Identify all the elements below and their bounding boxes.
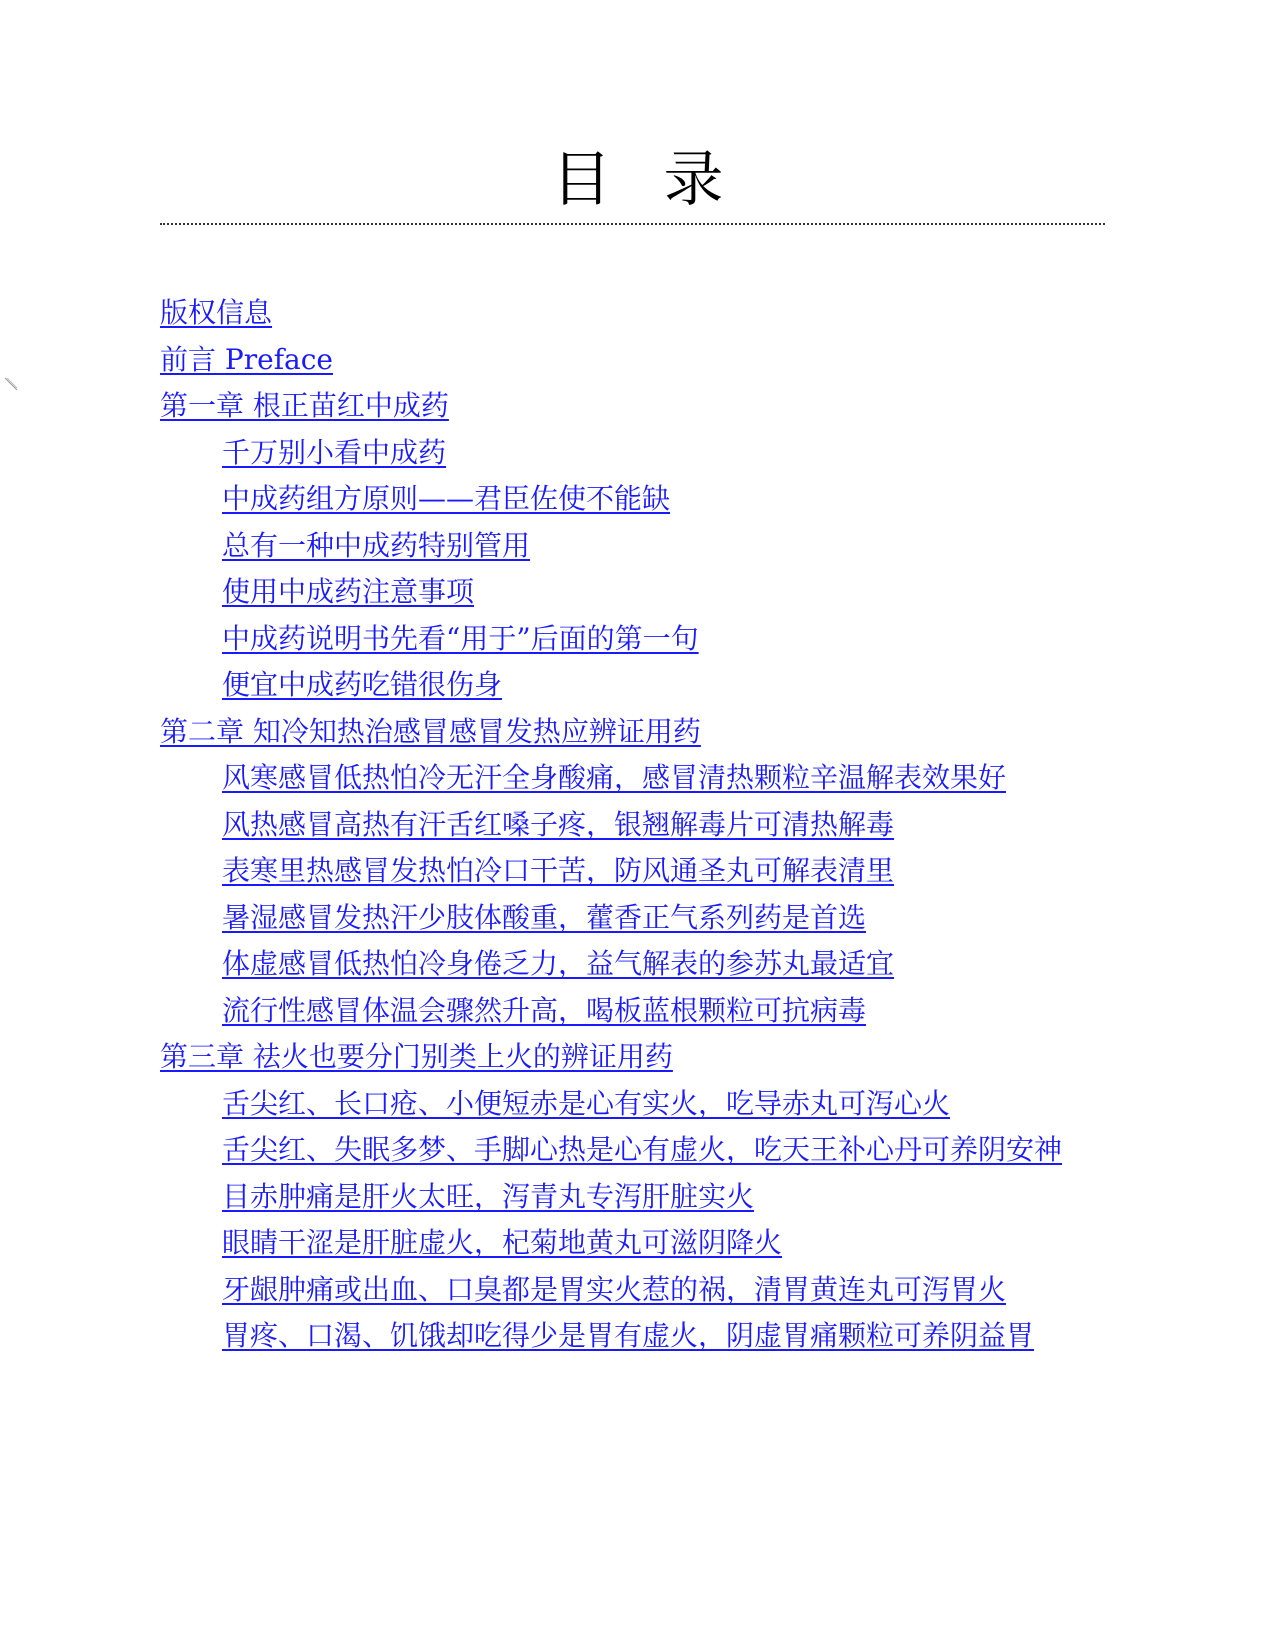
toc-link[interactable]: 体虚感冒低热怕冷身倦乏力，益气解表的参苏丸最适宜 (222, 947, 895, 980)
page-title (0, 140, 1275, 220)
toc-entry (160, 662, 1105, 709)
toc-entry (160, 337, 1105, 384)
toc-link[interactable]: 牙龈肿痛或出血、口臭都是胃实火惹的祸，清胃黄连丸可泻胃火 (222, 1272, 1007, 1306)
toc-entry (160, 755, 1105, 802)
toc-entry (160, 941, 1105, 988)
toc-link[interactable]: 目赤肿痛是肝火太旺，泻青丸专泻肝脏实火 (222, 1179, 755, 1213)
toc-entry (160, 290, 1105, 337)
toc-entry (160, 569, 1105, 616)
toc-link[interactable]: 舌尖红、长口疮、小便短赤是心有实火，吃导赤丸可泻心火 (222, 1086, 951, 1120)
toc-link[interactable]: 前言 Preface (160, 342, 334, 376)
toc-entry (160, 895, 1105, 942)
toc-link[interactable]: 便宜中成药吃错很伤身 (222, 668, 503, 701)
toc-entry (160, 988, 1105, 1035)
toc-entry (160, 1313, 1105, 1360)
table-of-contents (160, 290, 1105, 1360)
toc-link[interactable]: 第三章 祛火也要分门别类上火的辨证用药 (160, 1040, 673, 1073)
toc-entry (160, 1267, 1105, 1314)
toc-link[interactable]: 中成药说明书先看“用于”后面的第一句 (222, 621, 699, 655)
toc-entry (160, 709, 1105, 756)
page-title-char-2: 录 (663, 145, 724, 215)
toc-entry (160, 1034, 1105, 1081)
toc-entry (160, 848, 1105, 895)
toc-entry (160, 1220, 1105, 1267)
toc-link[interactable]: 胃疼、口渴、饥饿却吃得少是胃有虚火，阴虚胃痛颗粒可养阴益胃 (222, 1319, 1035, 1352)
toc-link[interactable]: 第一章 根正苗红中成药 (160, 389, 449, 422)
toc-entry (160, 476, 1105, 523)
toc-entry (160, 523, 1105, 570)
toc-link[interactable]: 版权信息 (160, 296, 273, 329)
title-divider (160, 223, 1105, 225)
toc-link[interactable]: 流行性感冒体温会骤然升高，喝板蓝根颗粒可抗病毒 (222, 993, 867, 1027)
toc-entry (160, 383, 1105, 430)
toc-entry (160, 616, 1105, 663)
toc-link[interactable]: 暑湿感冒发热汗少肢体酸重，藿香正气系列药是首选 (222, 900, 867, 934)
margin-mark-icon (4, 377, 18, 391)
toc-entry (160, 1174, 1105, 1221)
toc-entry (160, 1127, 1105, 1174)
toc-link[interactable]: 中成药组方原则——君臣佐使不能缺 (222, 482, 671, 515)
toc-link[interactable]: 眼睛干涩是肝脏虚火，杞菊地黄丸可滋阴降火 (222, 1226, 783, 1259)
toc-entry (160, 802, 1105, 849)
toc-link[interactable]: 千万别小看中成药 (222, 435, 447, 469)
toc-link[interactable]: 风热感冒高热有汗舌红嗓子疼，银翘解毒片可清热解毒 (222, 807, 895, 841)
toc-link[interactable]: 舌尖红、失眠多梦、手脚心热是心有虚火，吃天王补心丹可养阴安神 (222, 1133, 1063, 1166)
toc-entry (160, 1081, 1105, 1128)
toc-entry (160, 430, 1105, 477)
page-title-char-1: 目 (551, 145, 612, 215)
toc-link[interactable]: 表寒里热感冒发热怕冷口干苦，防风通圣丸可解表清里 (222, 854, 895, 887)
toc-link[interactable]: 第二章 知冷知热治感冒感冒发热应辨证用药 (160, 714, 701, 748)
toc-link[interactable]: 总有一种中成药特别管用 (222, 528, 531, 562)
toc-link[interactable]: 风寒感冒低热怕冷无汗全身酸痛，感冒清热颗粒辛温解表效果好 (222, 761, 1007, 794)
toc-link[interactable]: 使用中成药注意事项 (222, 575, 475, 608)
